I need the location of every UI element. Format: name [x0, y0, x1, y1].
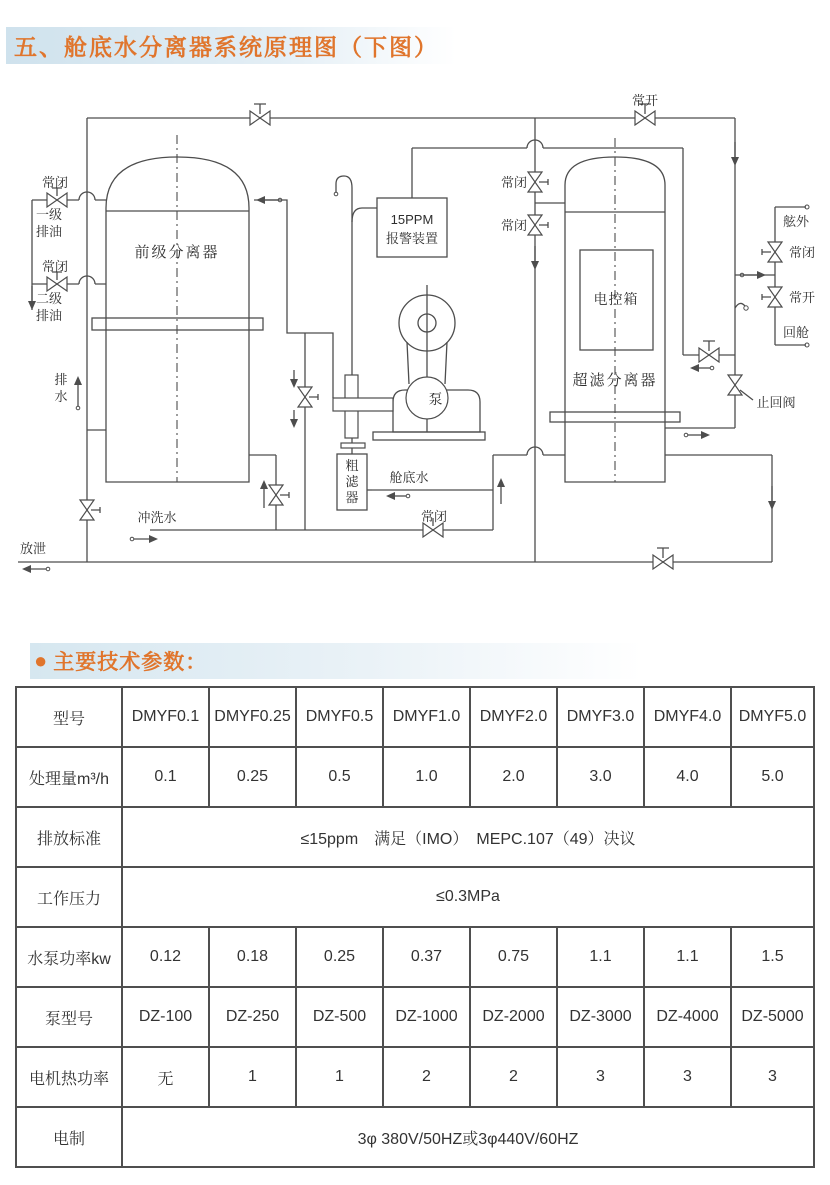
spec-table: [15, 686, 815, 1168]
table-cell: DZ-100: [122, 987, 209, 1047]
table-cell: 5.0: [731, 747, 814, 807]
valve-overboard-nc: [762, 242, 782, 262]
table-cell: DMYF1.0: [383, 687, 470, 747]
table-cell-merged: ≤15ppm 满足（IMO） MEPC.107（49）决议: [122, 807, 814, 867]
row-label: 水泵功率kw: [16, 927, 122, 987]
table-cell: 0.5: [296, 747, 383, 807]
label-oil-1: 排油: [35, 224, 63, 239]
ppm-alarm-box: [377, 198, 447, 257]
table-cell: 1.1: [644, 927, 731, 987]
table-cell: 0.1: [122, 747, 209, 807]
table-cell: DZ-3000: [557, 987, 644, 1047]
table-cell: 3: [644, 1047, 731, 1107]
table-cell: 4.0: [644, 747, 731, 807]
valve-oil-drain-2-nc: [47, 272, 67, 291]
table-cell: DZ-4000: [644, 987, 731, 1047]
table-cell: 0.75: [470, 927, 557, 987]
table-cell: 2: [383, 1047, 470, 1107]
label-coarse-1: 粗: [345, 458, 359, 473]
label-nc-4: 常闭: [500, 218, 528, 233]
label-return-cabin: 回舱: [782, 325, 810, 340]
valve-flush-branch: [269, 485, 289, 505]
table-row-pump-model: [16, 987, 814, 1047]
row-label: 处理量m³/h: [16, 747, 122, 807]
label-coarse-2: 滤: [345, 474, 359, 489]
pipework: [18, 118, 809, 562]
table-cell: DZ-2000: [470, 987, 557, 1047]
label-check-valve: 止回阀: [756, 395, 796, 410]
valve-bottom-line: [653, 548, 673, 569]
label-no-return: 常开: [789, 290, 816, 305]
valve-pump-drain: [298, 387, 318, 407]
label-release: 放泄: [19, 541, 47, 556]
row-label: 排放标准: [16, 807, 122, 867]
label-coarse-3: 器: [345, 490, 359, 505]
label-nc-overboard: 常闭: [789, 245, 816, 260]
table-cell: 0.12: [122, 927, 209, 987]
pump-unit: [373, 285, 485, 440]
table-cell: DMYF2.0: [470, 687, 557, 747]
table-row-motor-heat-power: [16, 1047, 814, 1107]
table-cell: DMYF5.0: [731, 687, 814, 747]
valve-sep2-inlet-nc-1: [528, 172, 548, 192]
table-cell: 1: [296, 1047, 383, 1107]
table-row-model: [16, 687, 814, 747]
label-control-box: 电控箱: [593, 291, 639, 307]
check-valve: [728, 375, 753, 400]
table-row-capacity: [16, 747, 814, 807]
table-cell-merged: ≤0.3MPa: [122, 867, 814, 927]
section-heading-strip: [30, 643, 642, 679]
bullet-icon: ●: [34, 648, 48, 673]
sample-cock: [735, 303, 748, 310]
label-drain-2: 水: [54, 389, 68, 404]
table-cell: DMYF4.0: [644, 687, 731, 747]
table-row-working-pressure: [16, 867, 814, 927]
table-cell: 0.25: [296, 927, 383, 987]
table-cell: 3: [731, 1047, 814, 1107]
page-title: 五、舱底水分离器系统原理图（下图）: [14, 34, 439, 60]
table-cell: DMYF0.5: [296, 687, 383, 747]
label-nc-bypass: 常闭: [420, 509, 448, 524]
table-cell: 0.25: [209, 747, 296, 807]
valve-sep2-inlet-nc-2: [528, 215, 548, 235]
row-label: 电制: [16, 1107, 122, 1167]
table-cell: DMYF0.1: [122, 687, 209, 747]
label-stage2: 二级: [35, 291, 63, 306]
label-stage1: 一级: [35, 207, 63, 222]
label-pre-separator: 前级分离器: [134, 244, 220, 261]
valve-recirc: [699, 341, 719, 362]
table-cell: DZ-250: [209, 987, 296, 1047]
flow-arrows: [19, 142, 776, 573]
table-cell: 2: [470, 1047, 557, 1107]
table-cell: 0.37: [383, 927, 470, 987]
section-heading: 主要技术参数：: [53, 651, 208, 674]
label-pump: 泵: [428, 391, 444, 407]
table-cell: DZ-1000: [383, 987, 470, 1047]
pre-separator-tank: [92, 135, 263, 482]
row-label: 电机热功率: [16, 1047, 122, 1107]
table-cell: 1.5: [731, 927, 814, 987]
label-15ppm: 15PPM: [390, 212, 434, 227]
label-nc-1: 常闭: [41, 175, 69, 190]
valve-top-left: [250, 104, 270, 125]
table-cell: DZ-500: [296, 987, 383, 1047]
label-no-top: 常开: [631, 93, 659, 108]
table-cell: 1.0: [383, 747, 470, 807]
label-flush-water: 冲洗水: [137, 510, 177, 525]
table-cell: 3.0: [557, 747, 644, 807]
table-cell: DMYF0.25: [209, 687, 296, 747]
table-row-electric-system: [16, 1107, 814, 1167]
valve-oil-drain-1-nc: [47, 188, 67, 207]
valves: [47, 104, 782, 569]
ultra-separator-tank: [550, 138, 680, 482]
label-drain-1: 排: [54, 372, 68, 387]
label-alarm: 报警装置: [385, 231, 439, 246]
title-strip: [6, 27, 456, 64]
table-cell: 1: [209, 1047, 296, 1107]
valve-return-no: [762, 287, 782, 307]
table-cell: DZ-5000: [731, 987, 814, 1047]
table-cell: 无: [122, 1047, 209, 1107]
table-row-pump-power: [16, 927, 814, 987]
label-ultra-separator: 超滤分离器: [572, 372, 658, 389]
system-diagram: [0, 80, 830, 640]
label-nc-2: 常闭: [41, 259, 69, 274]
table-cell-merged: 3φ 380V/50HZ或3φ440V/60HZ: [122, 1107, 814, 1167]
table-cell: 3: [557, 1047, 644, 1107]
table-cell: 2.0: [470, 747, 557, 807]
table-cell: 1.1: [557, 927, 644, 987]
label-nc-3: 常闭: [500, 175, 528, 190]
label-oil-2: 排油: [35, 308, 63, 323]
valve-riser-drain: [80, 500, 100, 520]
row-label: 泵型号: [16, 987, 122, 1047]
label-overboard: 舷外: [782, 214, 810, 229]
row-label: 工作压力: [16, 867, 122, 927]
row-label: 型号: [16, 687, 122, 747]
label-bilge-water: 舱底水: [389, 470, 429, 485]
table-row-discharge-standard: [16, 807, 814, 867]
table-cell: DMYF3.0: [557, 687, 644, 747]
table-cell: 0.18: [209, 927, 296, 987]
